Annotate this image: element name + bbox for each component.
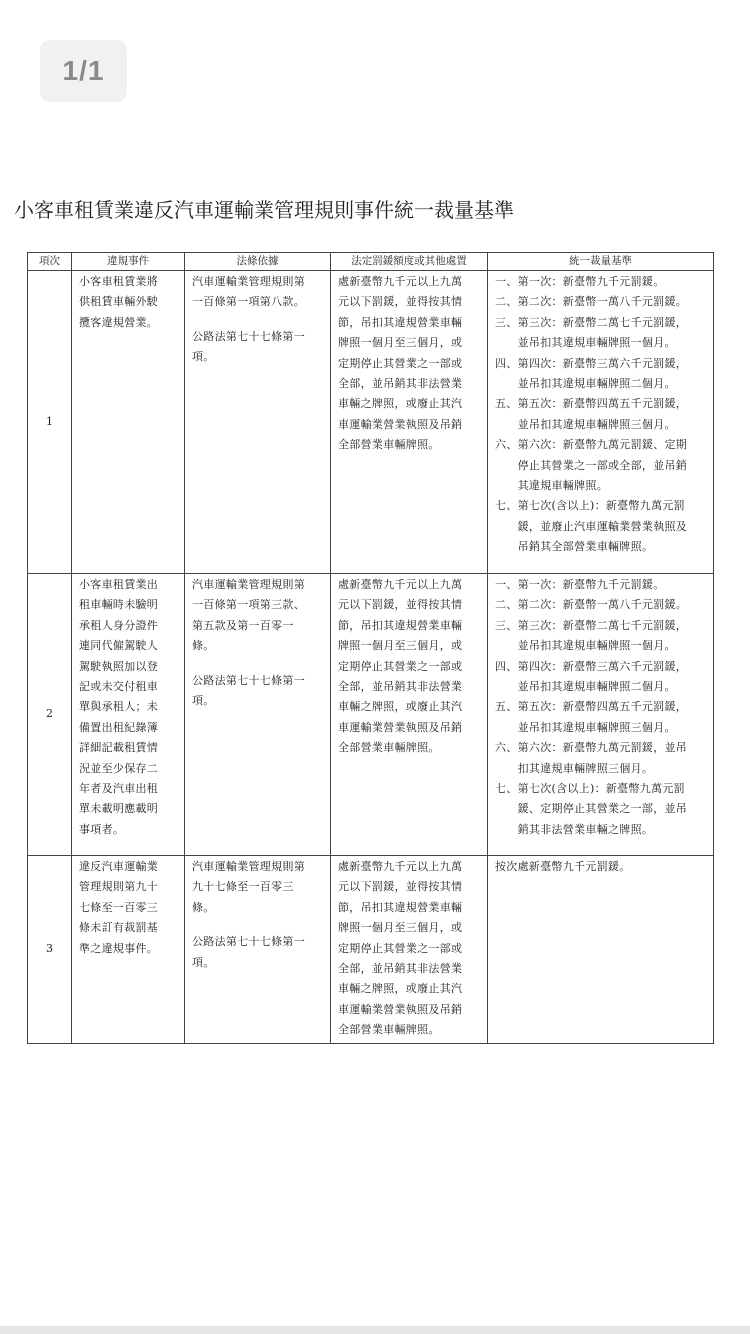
column-header-penalty: 法定罰鍰額度或其他處置 (331, 253, 488, 271)
cell-statutory-penalty (331, 574, 488, 856)
cell-text-line: 供租賃車輛外駛 (79, 295, 159, 309)
cell-text-line: 其違規車輛牌照。 (495, 479, 608, 493)
cell-text-line: 項。 (192, 955, 215, 969)
cell-text-line: 違反汽車運輸業 (79, 860, 159, 873)
cell-text-line: 九十七條至一百零三 (192, 880, 294, 894)
cell-violation-event (72, 271, 185, 574)
cell-text-line: 公路法第七十七條第一 (192, 329, 305, 343)
cell-text-line: 二、第二次：新臺幣一萬八千元罰鍰。 (495, 598, 688, 612)
cell-text-line: 年者及汽車出租 (79, 782, 159, 796)
cell-legal-basis (185, 271, 331, 574)
cell-text-line: 記或未交付租車 (79, 680, 159, 694)
cell-text-line: 一、第一次：新臺幣九千元罰鍰。 (495, 275, 665, 288)
cell-text-line: 銷其非法營業車輛之牌照。 (495, 822, 654, 836)
cell-uniform-standard (488, 574, 714, 856)
paragraph-gap (192, 313, 324, 327)
cell-statutory-penalty (331, 856, 488, 1044)
cell-text-line: 四、第四次：新臺幣三萬六千元罰鍰， (495, 659, 688, 673)
cell-text-line: 並吊扣其違規車輛牌照一個月。 (495, 639, 676, 653)
cell-text-line: 汽車運輸業管理規則第 (192, 275, 305, 288)
cell-text-line: 七、第七次(含以上)：新臺幣九萬元罰 (495, 499, 685, 513)
column-header-basis: 法條依據 (185, 253, 331, 271)
cell-text-line: 汽車運輸業管理規則第 (192, 578, 305, 591)
column-header-event: 違規事件 (72, 253, 185, 271)
cell-text-line: 並吊扣其違規車輛牌照三個月。 (495, 417, 676, 431)
cell-text-line: 處新臺幣九千元以上九萬 (338, 578, 463, 591)
cell-text-line: 況並至少保存二 (79, 761, 159, 775)
cell-text-line: 車運輸業營業執照及吊銷 (338, 1002, 463, 1016)
cell-text-line: 定期停止其營業之一部或 (338, 356, 463, 370)
cell-text-line: 節，吊扣其違規營業車輛 (338, 618, 463, 632)
cell-text-line: 車輛之牌照，或廢止其汽 (338, 982, 463, 996)
cell-text-line: 七條至一百零三 (79, 900, 159, 914)
cell-text-line: 汽車運輸業管理規則第 (192, 860, 305, 873)
cell-text-line: 並吊扣其違規車輛牌照二個月。 (495, 680, 676, 694)
cell-text-line: 一百條第一項第三款、 (192, 598, 305, 612)
cell-text-line: 車輛之牌照，或廢止其汽 (338, 397, 463, 411)
paragraph-gap (192, 918, 324, 932)
cell-text-line: 準之違規事件。 (79, 941, 159, 955)
cell-text-line: 條未訂有裁罰基 (79, 921, 159, 935)
cell-text-line: 吊銷其全部營業車輛牌照。 (495, 540, 654, 554)
cell-text-line: 全部，並吊銷其非法營業 (338, 377, 463, 391)
cell-uniform-standard (488, 271, 714, 574)
document-title: 小客車租賃業違反汽車運輸業管理規則事件統一裁量基準 (14, 198, 514, 222)
cell-text-line: 全部，並吊銷其非法營業 (338, 962, 463, 976)
cell-text-line: 扣其違規車輛牌照三個月。 (495, 761, 654, 775)
cell-text-line: 二、第二次：新臺幣一萬八千元罰鍰。 (495, 295, 688, 309)
cell-text-line: 節，吊扣其違規營業車輛 (338, 900, 463, 914)
cell-statutory-penalty (331, 271, 488, 574)
cell-text-line: 元以下罰鍰，並得按其情 (338, 295, 463, 309)
cell-text-line: 一、第一次：新臺幣九千元罰鍰。 (495, 578, 665, 591)
cell-text-line: 管理規則第九十 (79, 880, 159, 894)
cell-text-line: 單未載明應載明 (79, 802, 159, 816)
column-header-seq: 項次 (28, 253, 72, 271)
cell-text-line: 鍰、定期停止其營業之一部，並吊 (495, 802, 688, 816)
cell-text-line: 條。 (192, 639, 215, 653)
cell-text-line: 小客車租賃業出 (79, 578, 159, 591)
cell-text-line: 承租人身分證件 (79, 618, 159, 632)
table-row (28, 856, 714, 1044)
cell-text-line: 三、第三次：新臺幣二萬七千元罰鍰， (495, 618, 688, 632)
cell-text-line: 元以下罰鍰，並得按其情 (338, 598, 463, 612)
cell-text-line: 五、第五次：新臺幣四萬五千元罰鍰， (495, 700, 688, 714)
cell-violation-event (72, 856, 185, 1044)
cell-text-line: 定期停止其營業之一部或 (338, 941, 463, 955)
bottom-bar (0, 1326, 750, 1334)
cell-text-line: 小客車租賃業將 (79, 275, 159, 288)
table-header-row (28, 253, 714, 271)
cell-seq: 2 (28, 574, 72, 856)
cell-text-line: 鍰，並廢止汽車運輸業營業執照及 (495, 519, 688, 533)
cell-text-line: 車輛之牌照，或廢止其汽 (338, 700, 463, 714)
cell-text-line: 詳細記載租賃情 (79, 741, 159, 755)
cell-text-line: 牌照一個月至三個月，或 (338, 921, 463, 935)
cell-text-line: 項。 (192, 694, 215, 708)
cell-text-line: 三、第三次：新臺幣二萬七千元罰鍰， (495, 315, 688, 329)
cell-text-line: 定期停止其營業之一部或 (338, 659, 463, 673)
cell-text-line: 並吊扣其違規車輛牌照三個月。 (495, 720, 676, 734)
cell-text-line: 租車輛時未驗明 (79, 598, 159, 612)
cell-text-line: 第五款及第一百零一 (192, 618, 294, 632)
cell-text-line: 駕駛執照加以登 (79, 659, 159, 673)
cell-text-line: 六、第六次：新臺幣九萬元罰鍰，並吊 (495, 741, 688, 755)
cell-text-line: 事項者。 (79, 822, 125, 836)
cell-text-line: 車運輸業營業執照及吊銷 (338, 417, 463, 431)
cell-text-line: 攬客違規營業。 (79, 315, 159, 329)
cell-text-line: 公路法第七十七條第一 (192, 673, 305, 687)
cell-text-line: 處新臺幣九千元以上九萬 (338, 275, 463, 288)
cell-text-line: 公路法第七十七條第一 (192, 935, 305, 949)
cell-text-line: 節，吊扣其違規營業車輛 (338, 315, 463, 329)
cell-text-line: 元以下罰鍰，並得按其情 (338, 880, 463, 894)
cell-text-line: 牌照一個月至三個月，或 (338, 336, 463, 350)
cell-uniform-standard (488, 856, 714, 1044)
table-row (28, 271, 714, 574)
cell-legal-basis (185, 574, 331, 856)
cell-text-line: 連同代僱駕駛人 (79, 639, 159, 653)
cell-seq: 1 (28, 271, 72, 574)
cell-violation-event (72, 574, 185, 856)
cell-text-line: 並吊扣其違規車輛牌照二個月。 (495, 377, 676, 391)
column-header-standard: 統一裁量基準 (488, 253, 714, 271)
paragraph-gap (192, 657, 324, 671)
cell-text-line: 七、第七次(含以上)：新臺幣九萬元罰 (495, 782, 685, 796)
cell-text-line: 單與承租人；未 (79, 700, 159, 714)
cell-text-line: 按次處新臺幣九千元罰鍰。 (495, 860, 631, 873)
cell-text-line: 四、第四次：新臺幣三萬六千元罰鍰， (495, 356, 688, 370)
table-row (28, 574, 714, 856)
cell-text-line: 備置出租紀錄簿 (79, 720, 159, 734)
cell-text-line: 五、第五次：新臺幣四萬五千元罰鍰， (495, 397, 688, 411)
cell-text-line: 一百條第一項第八款。 (192, 295, 305, 309)
cell-text-line: 牌照一個月至三個月，或 (338, 639, 463, 653)
cell-text-line: 全部營業車輛牌照。 (338, 438, 440, 452)
cell-seq: 3 (28, 856, 72, 1044)
cell-text-line: 並吊扣其違規車輛牌照一個月。 (495, 336, 676, 350)
page-indicator: 1/1 (40, 40, 127, 102)
cell-text-line: 全部營業車輛牌照。 (338, 1023, 440, 1037)
cell-text-line: 全部營業車輛牌照。 (338, 741, 440, 755)
cell-text-line: 條。 (192, 900, 215, 914)
cell-text-line: 停止其營業之一部或全部，並吊銷 (495, 458, 688, 472)
cell-legal-basis (185, 856, 331, 1044)
cell-text-line: 車運輸業營業執照及吊銷 (338, 720, 463, 734)
cell-text-line: 項。 (192, 350, 215, 364)
cell-text-line: 處新臺幣九千元以上九萬 (338, 860, 463, 873)
cell-text-line: 六、第六次：新臺幣九萬元罰鍰、定期 (495, 438, 688, 452)
cell-text-line: 全部，並吊銷其非法營業 (338, 680, 463, 694)
penalty-standards-table (27, 252, 714, 1044)
